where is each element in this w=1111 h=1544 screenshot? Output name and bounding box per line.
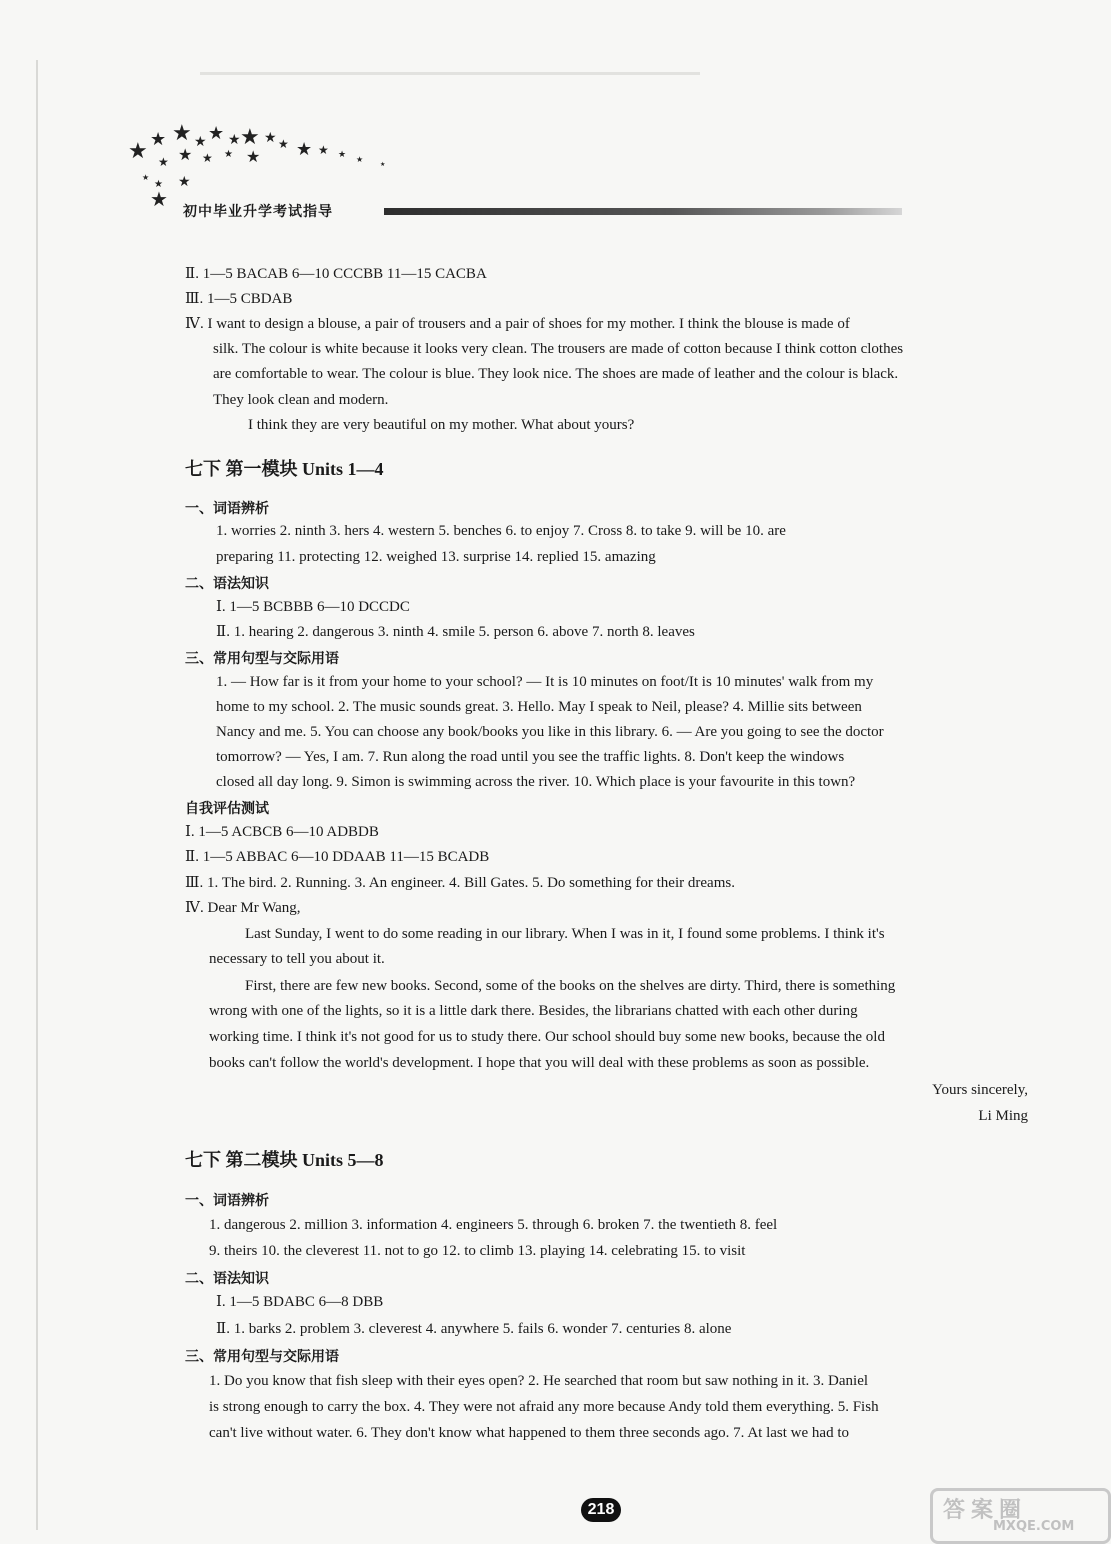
star-icon: ★ bbox=[150, 189, 168, 211]
answer-line: 1. Do you know that fish sleep with their eyes open? 2. He searched that room but saw nothing in it. 3. Daniel bbox=[209, 1373, 869, 1389]
essay-line: Last Sunday, I went to do some reading in our library. When I was in it, I found some problems. I think it's bbox=[245, 926, 885, 942]
section-subheading: 二、语法知识 bbox=[185, 1271, 269, 1287]
answer-line: I think they are very beautiful on my mother. What about yours? bbox=[248, 417, 635, 433]
star-icon: ★ bbox=[380, 162, 386, 168]
star-icon: ★ bbox=[208, 123, 225, 143]
section-title: 七下 第一模块 Units 1—4 bbox=[185, 459, 384, 479]
site-watermark bbox=[930, 1488, 1111, 1544]
section-title: 七下 第二模块 Units 5—8 bbox=[185, 1150, 384, 1170]
essay-line: wrong with one of the lights, so it is a little dark there. Besides, the librarians chatted with each other during bbox=[209, 1003, 858, 1019]
book-title: 初中毕业升学考试指导 bbox=[183, 204, 333, 220]
answer-line: 9. theirs 10. the cleverest 11. not to go 12. to climb 13. playing 14. celebrating 15. to visit bbox=[209, 1243, 746, 1259]
header-rule bbox=[384, 208, 902, 215]
answer-line: home to my school. 2. The music sounds great. 3. Hello. May I speak to Neil, please? 4. Millie sits between bbox=[216, 699, 862, 715]
section-subheading: 一、词语辨析 bbox=[185, 1193, 269, 1209]
star-icon: ★ bbox=[296, 139, 313, 159]
section-subheading: 三、常用句型与交际用语 bbox=[185, 651, 339, 667]
answer-line: silk. The colour is white because it looks very clean. The trousers are made of cotton because I think cotton clothes bbox=[213, 341, 904, 357]
section-subheading: 三、常用句型与交际用语 bbox=[185, 1349, 339, 1365]
star-icon: ★ bbox=[338, 149, 347, 159]
answer-line: Nancy and me. 5. You can choose any book/books you like in this library. 6. — Are you going to see the doctor bbox=[216, 724, 884, 740]
star-icon: ★ bbox=[154, 179, 163, 190]
answer-line: Ⅲ. 1—5 CBDAB bbox=[185, 291, 293, 307]
star-icon: ★ bbox=[194, 135, 207, 150]
star-icon: ★ bbox=[178, 147, 193, 164]
answer-line: 1. dangerous 2. million 3. information 4. engineers 5. through 6. broken 7. the twentieth 8. feel bbox=[209, 1217, 778, 1233]
answer-line: closed all day long. 9. Simon is swimming across the river. 10. Which place is your favourite in this town? bbox=[216, 774, 856, 790]
watermark-text: 答案圈 bbox=[943, 1498, 1028, 1523]
star-icon: ★ bbox=[172, 120, 192, 145]
letter-signature: Li Ming bbox=[978, 1108, 1028, 1124]
watermark-url: MXQE.COM bbox=[993, 1519, 1075, 1534]
answer-line: Ⅳ. I want to design a blouse, a pair of trousers and a pair of shoes for my mother. I think the blouse is made of bbox=[185, 316, 850, 332]
essay-line: books can't follow the world's development. I hope that you will deal with these problems as soon as possible. bbox=[209, 1055, 870, 1071]
star-icon: ★ bbox=[202, 151, 213, 165]
binding-edge bbox=[36, 60, 38, 1530]
answer-line: 1. — How far is it from your home to your school? — It is 10 minutes on foot/It is 10 minutes' walk from my bbox=[216, 674, 874, 690]
answer-line: are comfortable to wear. The colour is blue. They look nice. The shoes are made of leather and the colour is black. bbox=[213, 366, 899, 382]
answer-line: They look clean and modern. bbox=[213, 392, 389, 408]
star-icon: ★ bbox=[240, 124, 260, 149]
star-icon: ★ bbox=[246, 149, 261, 166]
star-icon: ★ bbox=[264, 131, 277, 146]
section-subheading: 自我评估测试 bbox=[185, 801, 269, 817]
essay-line: necessary to tell you about it. bbox=[209, 951, 385, 967]
answer-line: Ⅰ. 1—5 BCBBB 6—10 DCCDC bbox=[216, 599, 410, 615]
answer-line: is strong enough to carry the box. 4. They were not afraid any more because Andy told them everything. 5. Fish bbox=[209, 1399, 879, 1415]
star-icon: ★ bbox=[142, 173, 150, 182]
answer-line: Ⅳ. Dear Mr Wang, bbox=[185, 900, 301, 916]
section-subheading: 二、语法知识 bbox=[185, 576, 269, 592]
star-icon: ★ bbox=[228, 133, 241, 148]
essay-line: First, there are few new books. Second, some of the books on the shelves are dirty. Third, there is something bbox=[245, 978, 896, 994]
page-number: 218 bbox=[581, 1498, 621, 1522]
star-icon: ★ bbox=[158, 155, 169, 169]
answer-line: 1. worries 2. ninth 3. hers 4. western 5. benches 6. to enjoy 7. Cross 8. to take 9. will be 10. are bbox=[216, 523, 786, 539]
answer-line: can't live without water. 6. They don't know what happened to them three seconds ago. 7. At last we had to bbox=[209, 1425, 849, 1441]
section-subheading: 一、词语辨析 bbox=[185, 501, 269, 517]
answer-line: preparing 11. protecting 12. weighed 13. surprise 14. replied 15. amazing bbox=[216, 549, 656, 565]
answer-line: Ⅲ. 1. The bird. 2. Running. 3. An engineer. 4. Bill Gates. 5. Do something for their dreams. bbox=[185, 875, 735, 891]
answer-line: Ⅱ. 1—5 BACAB 6—10 CCCBB 11—15 CACBA bbox=[185, 266, 487, 282]
letter-closing: Yours sincerely, bbox=[932, 1082, 1028, 1098]
answer-line: Ⅱ. 1. barks 2. problem 3. cleverest 4. anywhere 5. fails 6. wonder 7. centuries 8. alone bbox=[216, 1321, 732, 1337]
answer-line: Ⅰ. 1—5 ACBCB 6—10 ADBDB bbox=[185, 824, 379, 840]
answer-line: Ⅰ. 1—5 BDABC 6—8 DBB bbox=[216, 1294, 384, 1310]
star-icon: ★ bbox=[318, 143, 329, 157]
star-icon: ★ bbox=[356, 155, 364, 164]
star-icon: ★ bbox=[178, 175, 191, 190]
faint-top-line bbox=[200, 72, 700, 75]
star-icon: ★ bbox=[150, 129, 167, 149]
essay-line: working time. I think it's not good for us to study there. Our school should buy some new books, because the old bbox=[209, 1029, 885, 1045]
answer-line: tomorrow? — Yes, I am. 7. Run along the road until you see the traffic lights. 8. Don't keep the windows bbox=[216, 749, 845, 765]
star-icon: ★ bbox=[128, 138, 148, 163]
answer-line: Ⅱ. 1—5 ABBAC 6—10 DDAAB 11—15 BCADB bbox=[185, 849, 490, 865]
star-icon: ★ bbox=[224, 149, 233, 160]
answer-line: Ⅱ. 1. hearing 2. dangerous 3. ninth 4. smile 5. person 6. above 7. north 8. leaves bbox=[216, 624, 695, 640]
star-icon: ★ bbox=[278, 137, 289, 151]
